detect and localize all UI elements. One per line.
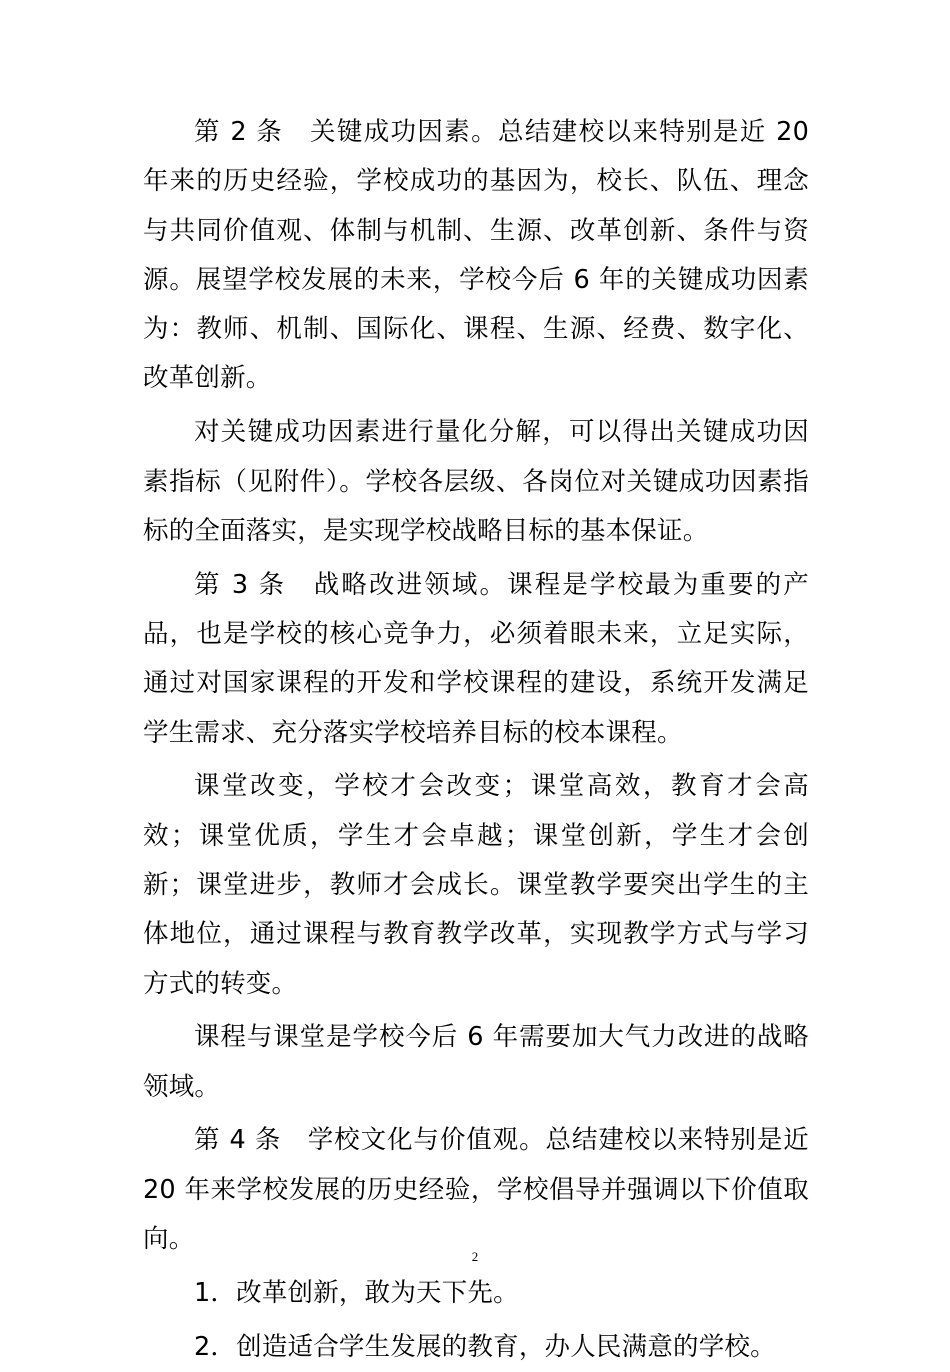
page-number: 2 (471, 1249, 479, 1264)
paragraph-kpi-breakdown: 对关键成功因素进行量化分解，可以得出关键成功因素指标（见附件）。学校各层级、各岗位对关键成功因素指标的全面落实，是实现学校战略目标的基本保证。 (143, 417, 809, 546)
list-item-1: 1．改革创新，敢为天下先。 (194, 1277, 519, 1308)
paragraph-article-3: 第 3 条 战略改进领域。课程是学校最为重要的产品，也是学校的核心竞争力，必须着眼未来，立足实际，通过对国家课程的开发和学校课程的建设，系统开发满足学生需求、充分落实学校培养目标的校本课程。 (143, 569, 809, 748)
paragraph-strategic-field: 课程与课堂是学校今后 6 年需要加大气力改进的战略领域。 (143, 1022, 809, 1102)
paragraph-article-2: 第 2 条 关键成功因素。总结建校以来特别是近 20 年来的历史经验，学校成功的基因为，校长、队伍、理念与共同价值观、体制与机制、生源、改革创新、条件与资源。展望学校发展的未来，学校今后 6 年的关键成功因素为：教师、机制、国际化、课程、生源、经费、数字化、改革创新。 (143, 117, 809, 394)
paragraph-classroom: 课堂改变，学校才会改变；课堂高效，教育才会高效；课堂优质，学生才会卓越；课堂创新，学生才会创新；课堂进步，教师才会成长。课堂教学要突出学生的主体地位，通过课程与教育教学改革，实现教学方式与学习方式的转变。 (143, 771, 809, 999)
body-text (143, 108, 809, 1372)
list-item-2: 2．创造适合学生发展的教育，办人民满意的学校。 (194, 1331, 776, 1362)
paragraph-article-4: 第 4 条 学校文化与价值观。总结建校以来特别是近 20 年来学校发展的历史经验，学校倡导并强调以下价值取向。 (143, 1125, 809, 1255)
